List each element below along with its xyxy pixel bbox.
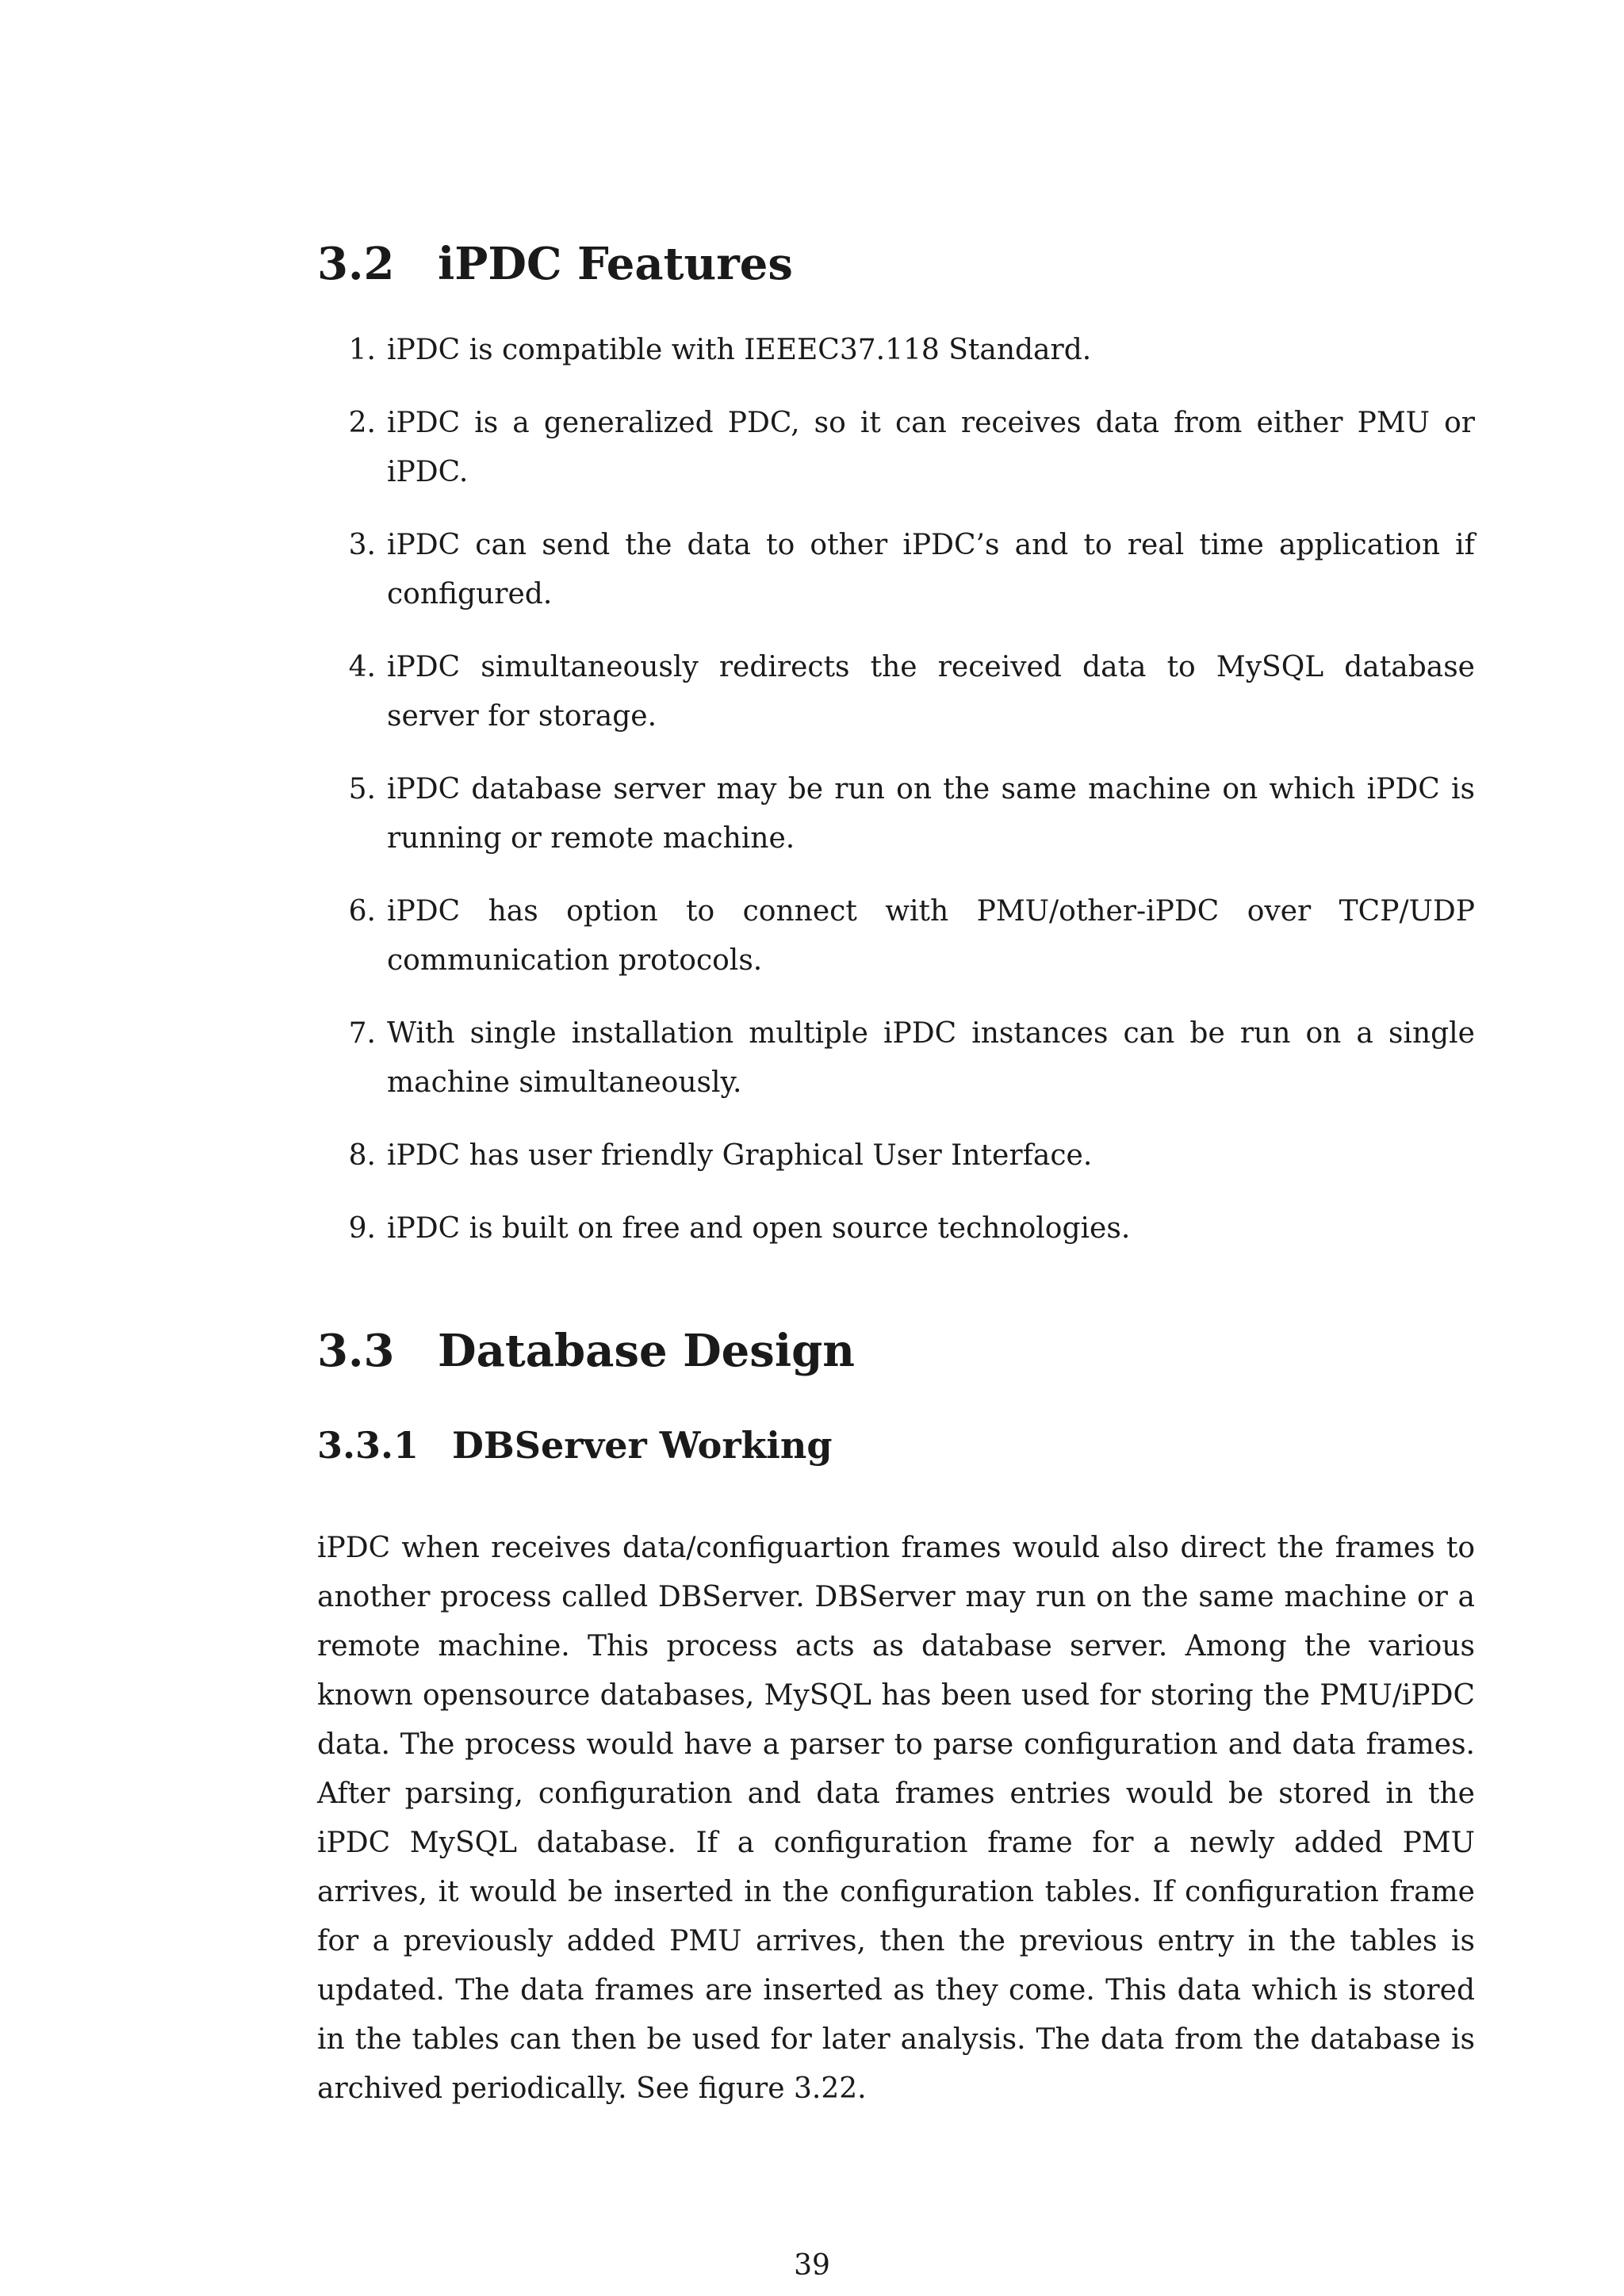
- list-item-number: 4.: [348, 651, 376, 684]
- list-item: [317, 643, 1475, 741]
- list-item: [317, 765, 1475, 863]
- list-item: [317, 887, 1475, 985]
- section-title: iPDC Features: [438, 238, 793, 290]
- features-list: [317, 326, 1475, 1253]
- list-item-number: 9.: [348, 1212, 376, 1246]
- list-item-number: 5.: [348, 773, 376, 806]
- subsection-heading-3-3-1: [317, 1424, 1475, 1468]
- list-item-text: iPDC can send the data to other iPDC’s and to real time application if configured.: [387, 529, 1475, 611]
- list-item-number: 3.: [348, 529, 376, 562]
- list-item-number: 1.: [348, 334, 376, 367]
- subsection-title: DBServer Working: [452, 1424, 833, 1468]
- list-item-text: iPDC database server may be run on the same machine on which iPDC is running or remote machine.: [387, 773, 1475, 855]
- list-item-text: iPDC has user friendly Graphical User Interface.: [387, 1139, 1093, 1173]
- section-heading-3-3: [317, 1325, 1475, 1378]
- list-item-text: With single installation multiple iPDC instances can be run on a single machine simultaneously.: [387, 1017, 1475, 1100]
- list-item-text: iPDC is built on free and open source technologies.: [387, 1212, 1131, 1246]
- list-item-number: 6.: [348, 895, 376, 928]
- list-item-number: 8.: [348, 1139, 376, 1173]
- list-item-text: iPDC is a generalized PDC, so it can receives data from either PMU or iPDC.: [387, 407, 1475, 489]
- list-item-number: 7.: [348, 1017, 376, 1050]
- list-item-number: 2.: [348, 407, 376, 440]
- list-item: [317, 1131, 1475, 1181]
- list-item-text: iPDC simultaneously redirects the received data to MySQL database server for storage.: [387, 651, 1475, 733]
- section-number: 3.3: [317, 1325, 395, 1378]
- list-item-text: iPDC has option to connect with PMU/other-iPDC over TCP/UDP communication protocols.: [387, 895, 1475, 978]
- page-content: [317, 238, 1475, 2114]
- subsection-number: 3.3.1: [317, 1424, 419, 1468]
- list-item: [317, 326, 1475, 375]
- list-item-text: iPDC is compatible with IEEEC37.118 Standard.: [387, 334, 1092, 367]
- section-title: Database Design: [438, 1325, 855, 1378]
- section-number: 3.2: [317, 238, 395, 290]
- page-number: 39: [794, 2249, 830, 2282]
- list-item: [317, 1009, 1475, 1108]
- body-paragraph: iPDC when receives data/configuartion frames would also direct the frames to another process called DBServer. DBServer may run on the same machine or a remote machine. This process acts as database server. Among the various known opensource databases, MySQL has been used for storing the PMU/iPDC data. The process would have a parser to parse configuration and data frames. After parsing, configuration and data frames entries would be stored in the iPDC MySQL database. If a configuration frame for a newly added PMU arrives, it would be inserted in the configuration tables. If configuration frame for a previously added PMU arrives, then the previous entry in the tables is updated. The data frames are inserted as they come. This data which is stored in the tables can then be used for later analysis. The data from the database is archived periodically. See figure 3.22.: [317, 1531, 1475, 2105]
- list-item: [317, 521, 1475, 619]
- list-item: [317, 1204, 1475, 1253]
- list-item: [317, 399, 1475, 497]
- section-heading-3-2: [317, 238, 1475, 291]
